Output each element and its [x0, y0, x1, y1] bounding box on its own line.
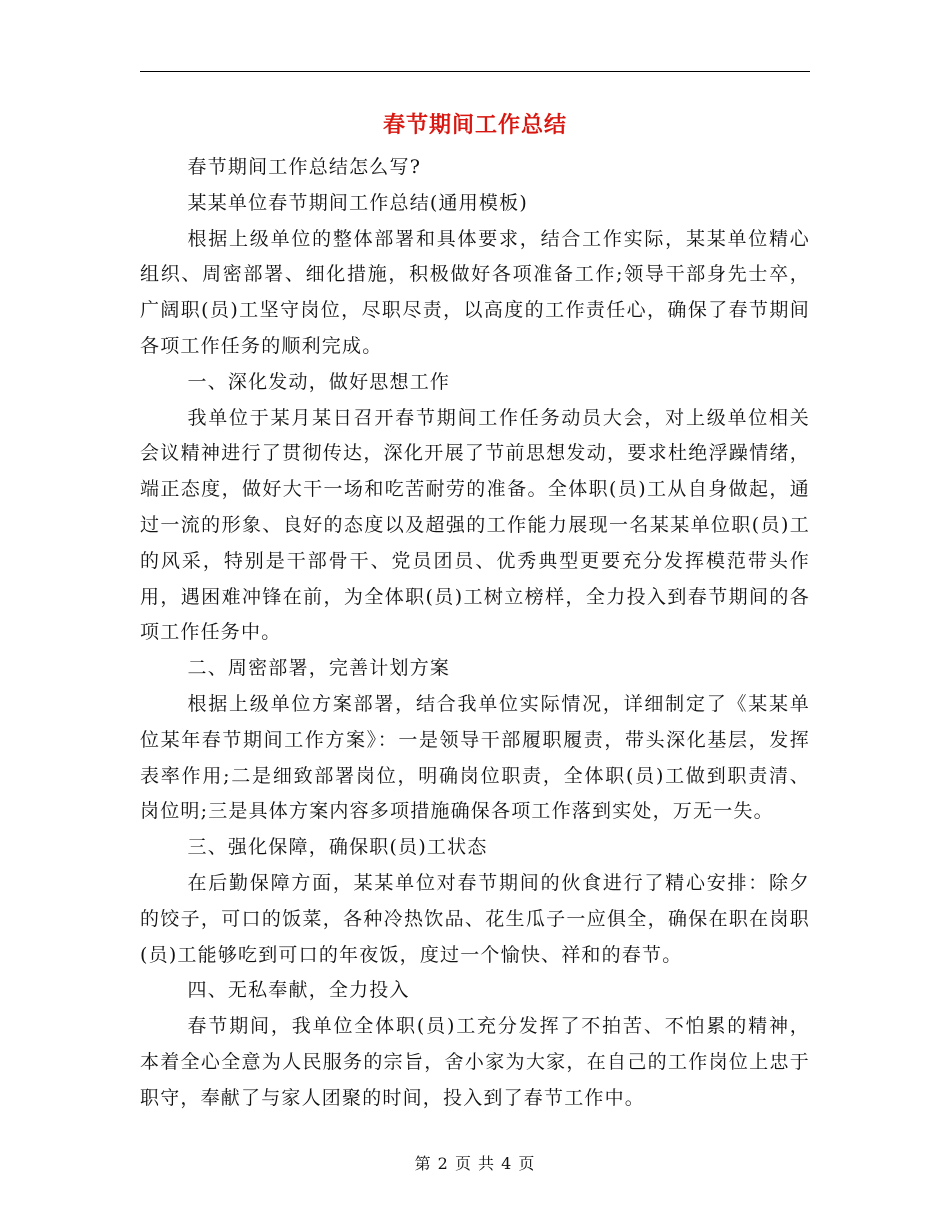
- paragraph-intro: 根据上级单位的整体部署和具体要求，结合工作实际，某某单位精心组织、周密部署、细化措施，积极做好各项准备工作;领导干部身先士卒，广阔职(员)工坚守岗位，尽职尽责，以高度的工作责任心，确保了春节期间各项工作任务的顺利完成。: [140, 227, 810, 357]
- header-rule: [140, 71, 810, 72]
- paragraph-section-4: 春节期间，我单位全体职(员)工充分发挥了不拍苦、不怕累的精神，本着全心全意为人民服务的宗旨，舍小家为大家，在自己的工作岗位上忠于职守，奉献了与家人团聚的时间，投入到了春节工作中。: [140, 1015, 810, 1109]
- paragraph-section-1: 我单位于某月某日召开春节期间工作任务动员大会，对上级单位相关会议精神进行了贯彻传达，深化开展了节前思想发动，要求杜绝浮躁情绪，端正态度，做好大干一场和吃苦耐劳的准备。全体职(员)工从自身做起，通过一流的形象、良好的态度以及超强的工作能力展现一名某某单位职(员)工的风采，特别是干部骨干、党员团员、优秀典型更要充分发挥模范带头作用，遇困难冲锋在前，为全体职(员)工树立榜样，全力投入到春节期间的各项工作任务中。: [140, 406, 810, 644]
- document-body: [140, 150, 810, 1117]
- paragraph-section-3: 在后勤保障方面，某某单位对春节期间的伙食进行了精心安排：除夕的饺子，可口的饭菜，各种冷热饮品、花生瓜子一应俱全，确保在职在岗职(员)工能够吃到可口的年夜饭，度过一个愉快、祥和的春节。: [140, 871, 810, 966]
- document-title: 春节期间工作总结: [382, 113, 567, 138]
- section-heading-4: 四、无私奉献，全力投入: [187, 979, 410, 1002]
- section-heading-2: 二、周密部署，完善计划方案: [187, 657, 451, 680]
- section-heading-1: 一、深化发动，做好思想工作: [187, 370, 451, 393]
- paragraph-subtitle: 某某单位春节期间工作总结(通用模板): [187, 191, 528, 214]
- paragraph-question: 春节期间工作总结怎么写?: [187, 156, 422, 178]
- section-heading-3: 三、强化保障，确保职(员)工状态: [187, 836, 488, 859]
- paragraph-section-2: 根据上级单位方案部署，结合我单位实际情况，详细制定了《某某单位某年春节期间工作方案》：一是领导干部履职履责，带头深化基层，发挥表率作用;二是细致部署岗位，明确岗位职责，全体职(员)工做到职责清、岗位明;三是具体方案内容多项措施确保各项工作落到实处，万无一失。: [140, 692, 810, 823]
- page-number: 第 2 页 共 4 页: [414, 1154, 536, 1173]
